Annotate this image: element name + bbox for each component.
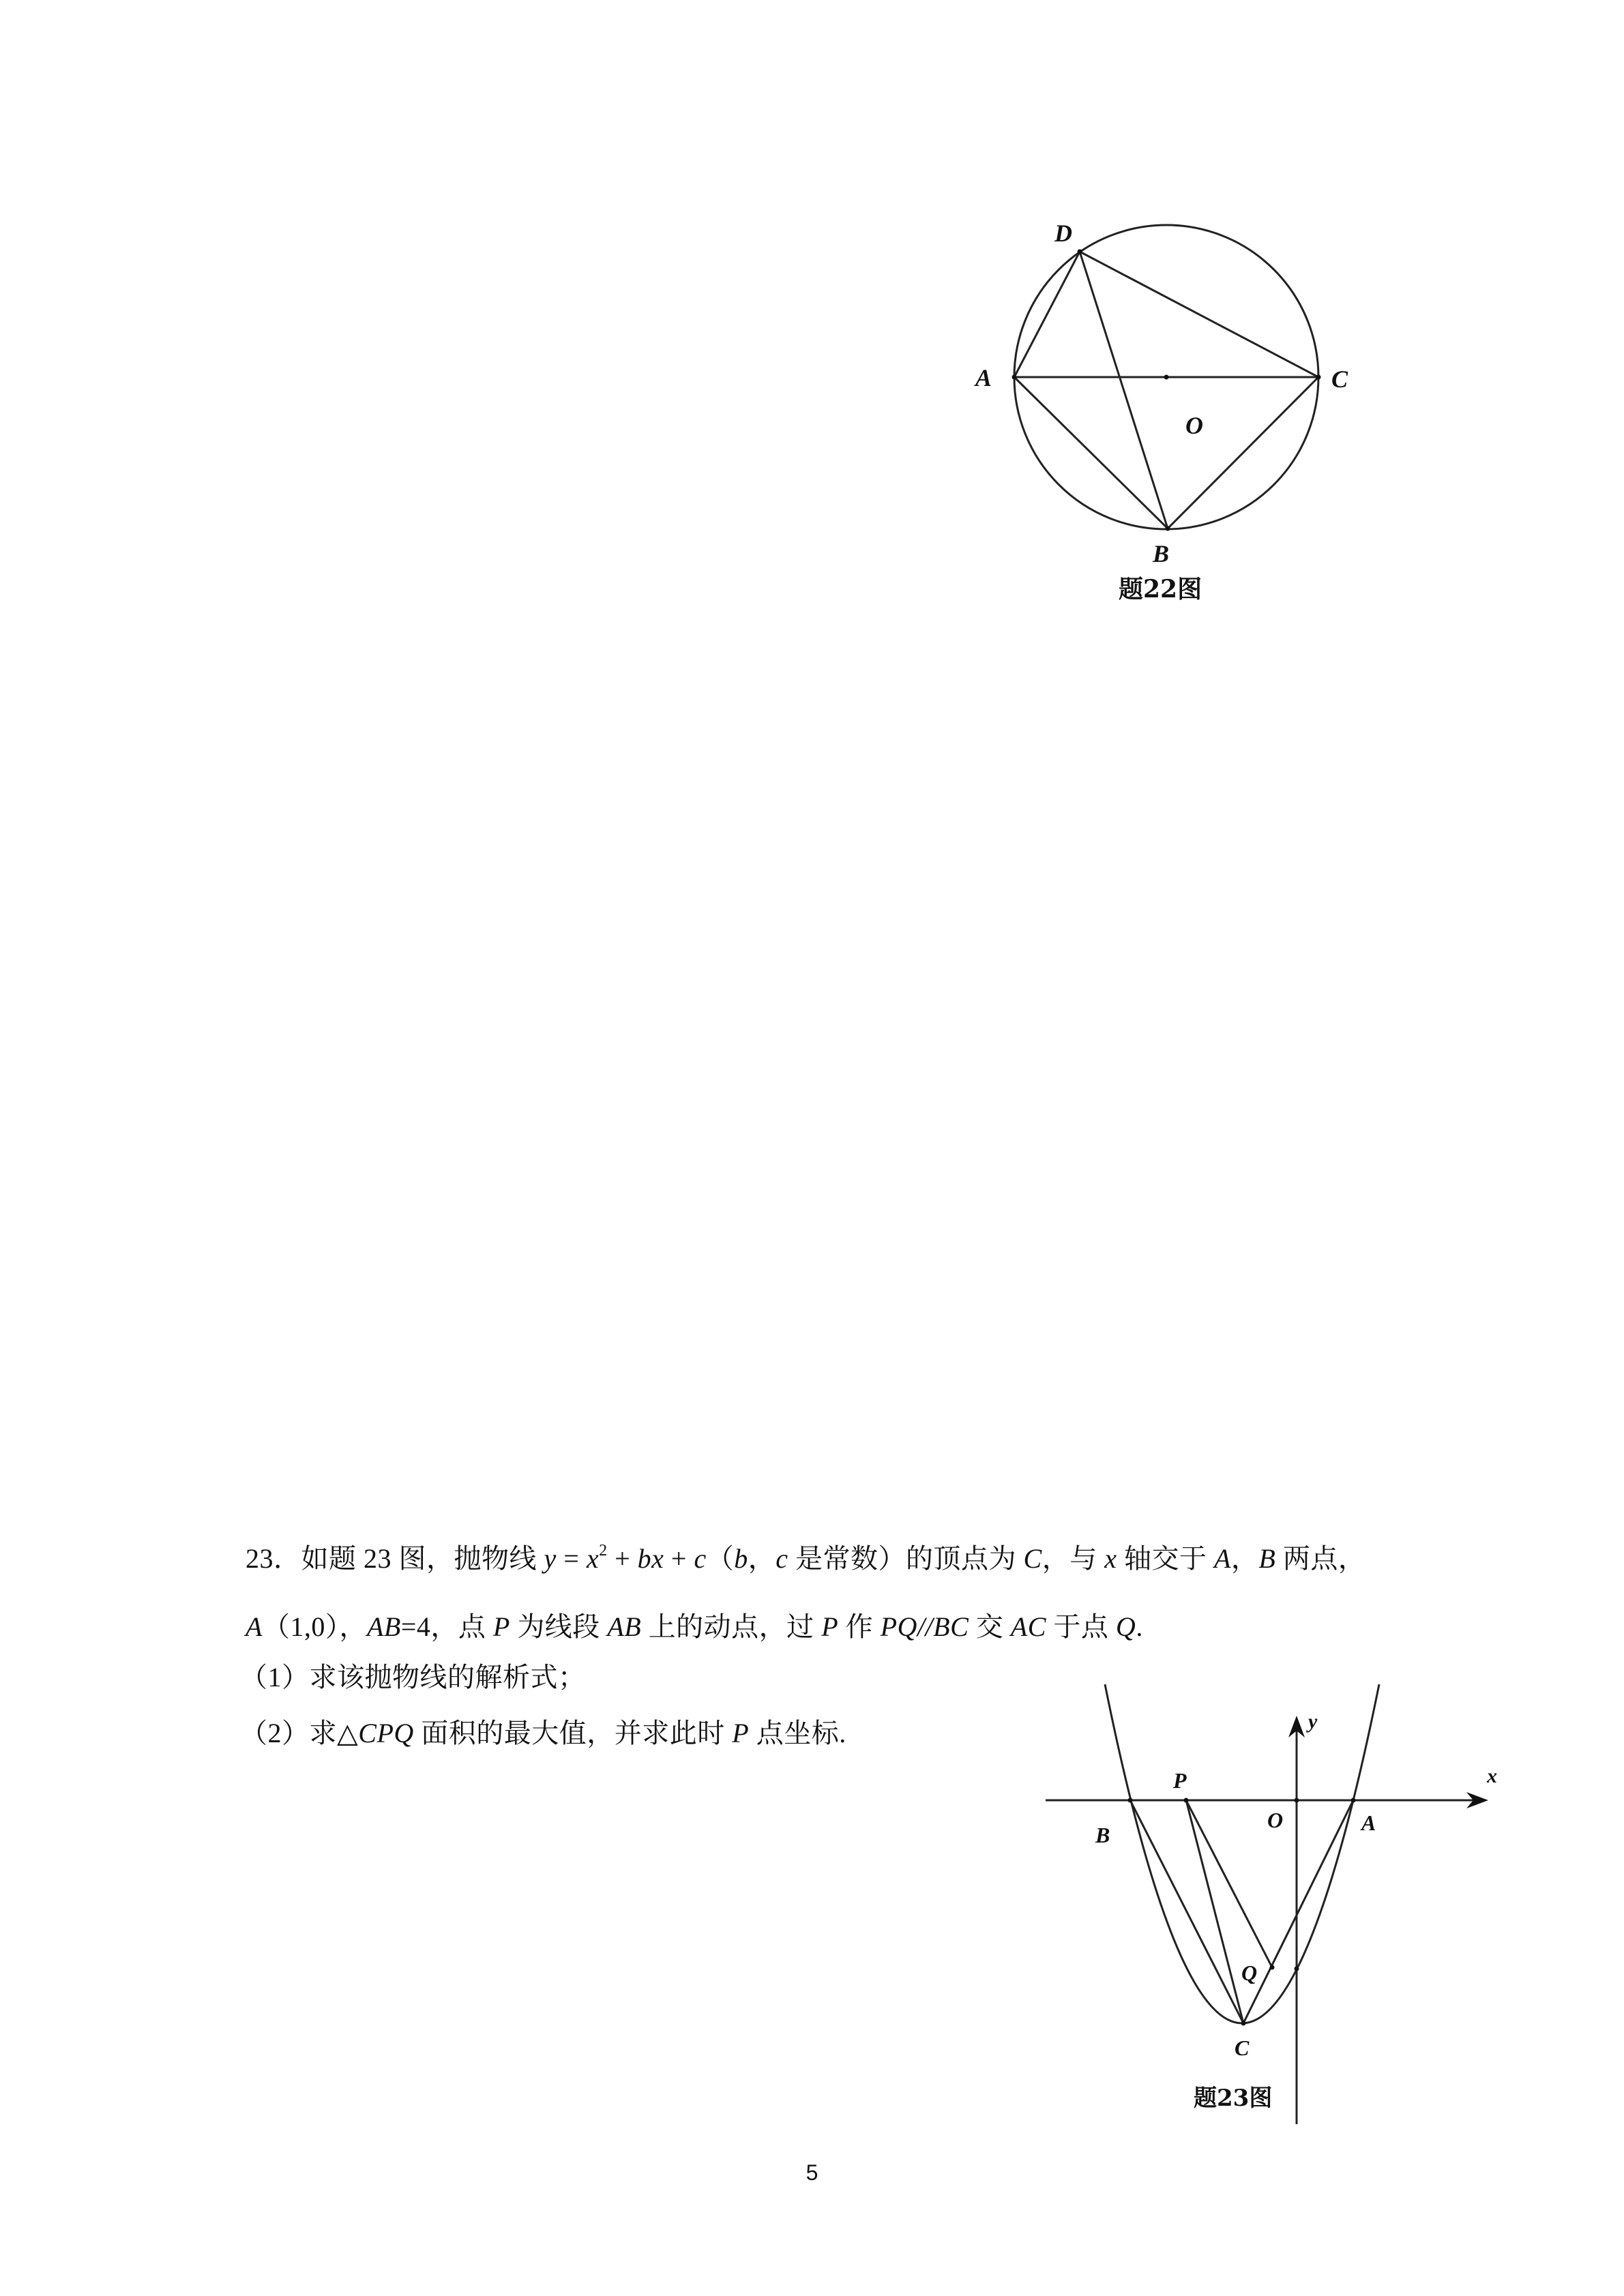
segment-bc [1168,377,1318,528]
label-a: A [975,364,992,391]
label-x: x [1487,1765,1497,1787]
segment-bc [1130,1800,1243,2023]
label-c: C [1235,2036,1250,2060]
problem-23-part-1: （1）求该抛物线的解析式； [240,1662,586,1693]
label-p: P [1173,1768,1187,1793]
segment-pq [1186,1800,1272,1967]
label-a: A [1361,1810,1376,1835]
label-b: B [1153,540,1170,567]
segment-dc [1080,252,1318,377]
problem-23-part-2: （2）求△CPQ 面积的最大值，并求此时 P 点坐标. [240,1718,846,1748]
segment-db [1080,252,1168,528]
figure-23-caption: 题23图 [1194,2085,1273,2112]
label-q: Q [1241,1960,1258,1985]
figure-23 [1046,1684,1481,2124]
label-o: O [1267,1808,1284,1832]
segment-ac [1243,1800,1353,2023]
label-b: B [1095,1823,1110,1847]
segment-ad [1014,252,1080,377]
problem-23-line-1: 23．如题 23 图，抛物线 $y = x^2$ + bx + c（b，c 是常数）的顶点为 C，与 x 轴交于 A，B 两点， [246,1542,1366,1574]
segment-pc [1186,1800,1243,2023]
problem-23-line-2: A（1,0），AB=4，点 P 为线段 AB 上的动点，过 P 作 PQ//BC 交 AC 于点 Q. [246,1611,1143,1642]
label-c: C [1331,366,1348,393]
problem-number: 23． [246,1543,301,1574]
page-number: 5 [806,2160,818,2185]
label-d: D [1054,220,1072,247]
figure-22-caption: 题22图 [1119,575,1202,603]
label-y: y [1308,1710,1318,1733]
label-o: O [1185,412,1203,439]
